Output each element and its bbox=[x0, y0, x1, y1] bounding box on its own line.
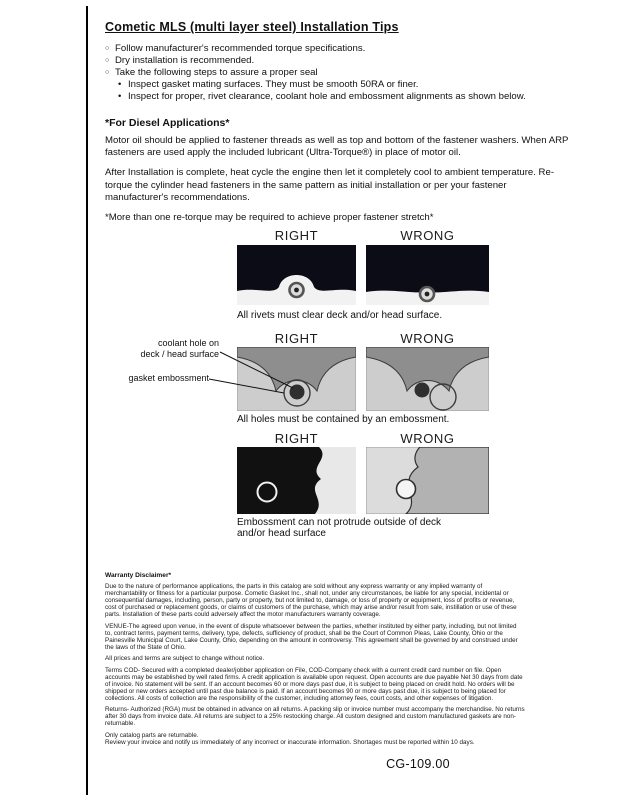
diesel-paragraph-1: Motor oil should be applied to fastener threads as well as top and bottom of the fastener washers. When ARP fasteners are used apply the included lubricant (Ultra-Torque®) in place of motor oil. bbox=[105, 135, 569, 159]
coolant-hole-label-line2: deck / head surface bbox=[140, 348, 219, 359]
embossment-right-diagram bbox=[237, 447, 356, 514]
warranty-paragraph: Review your invoice and notify us immediately of any incorrect or inaccurate information. Shortages must be reported within 10 days. bbox=[105, 739, 475, 747]
tip-text: Follow manufacturer's recommended torque specifications. bbox=[115, 43, 366, 54]
embossment-wrong-diagram bbox=[366, 447, 489, 514]
wrong-label-holes: WRONG bbox=[400, 331, 455, 347]
diesel-applications-heading: *For Diesel Applications* bbox=[105, 117, 230, 129]
right-label-embossment: RIGHT bbox=[274, 431, 319, 447]
circle-bullet-icon: ○ bbox=[105, 45, 110, 52]
circle-bullet-icon: ○ bbox=[105, 69, 110, 76]
list-item bbox=[118, 91, 605, 103]
coolant-hole-label bbox=[121, 338, 219, 359]
tip-text: Inspect for proper, rivet clearance, coolant hole and embossment alignments as shown below. bbox=[128, 91, 526, 102]
coolant-hole bbox=[415, 383, 430, 398]
warranty-paragraph: Terms COD- Secured with a completed dealer/jobber application on File, COD-Company check with a current credit card number on file. Open accounts may be established by well rated firms. A credit application is available upon request. Open accounts are due payable Net 30 days from date of invoice. No statement will be sent. If an account becomes 60 or more days past due, it is subject to being placed on credit hold. No orders will be shipped or new orders accepted until past due balance is paid. If an account becomes 90 or more days past due, it is subject to being placed for collections. All costs of collection are the responsibility of the customer, including attorney fees, court costs, and other expenses of litigation. bbox=[105, 666, 523, 702]
embossment-caption-line2: and/or head surface bbox=[237, 528, 326, 540]
embossment-ring bbox=[397, 480, 416, 499]
rivet-wrong-diagram bbox=[366, 245, 489, 305]
page-left-border-rule bbox=[86, 6, 88, 795]
list-item bbox=[105, 55, 605, 67]
warranty-disclaimer-section bbox=[105, 572, 525, 746]
holes-caption: All holes must be contained by an embossment. bbox=[237, 414, 450, 426]
embossment-caption bbox=[237, 517, 441, 539]
list-item bbox=[105, 43, 605, 55]
coolant-hole-label-line1: coolant hole on bbox=[157, 338, 219, 349]
page-content bbox=[105, 20, 605, 751]
tip-text: Dry installation is recommended. bbox=[115, 55, 255, 66]
rivet-center bbox=[294, 288, 299, 293]
warranty-paragraph: VENUE-The agreed upon venue, in the event of dispute whatsoever between the parties, whether instituted by either party, including, but not limited to, contract terms, payment terms, delivery, type, defects, sufficiency of product, shall be the Court of Common Pleas, Lake County, Ohio or the Painesville Municipal Court, Lake County, Ohio, depending on the amount in controversy. This agreement shall be governed by and construed under the laws of the State of Ohio. bbox=[105, 622, 518, 651]
right-label-rivets: RIGHT bbox=[274, 228, 319, 244]
diagram-section bbox=[105, 228, 605, 546]
warranty-paragraph: Due to the nature of performance applications, the parts in this catalog are sold without any express warranty or any implied warranty of merchantability or fitness for a particular purpose. Cometic Gasket Inc., shall not, under any circumstances, be liable for any special, incidental or consequential damages, including, person, party or property, but not limited to, damage, or loss of property or equipment, loss of profits or revenue, cost of purchased or replacement goods, or claims of customers of the purchase, which may arise and/or result from sale, instillation or use of these parts. Installation of these parts could adversely affect the motor manufacturers warranty coverage. bbox=[105, 583, 517, 619]
diesel-paragraph-2: After Installation is complete, heat cycle the engine then let it completely cool to ambient temperature. Re-torque the cylinder head fasteners in the same pattern as initial installation or per your fastener manufacturer's recommendations. bbox=[105, 167, 555, 203]
list-item bbox=[118, 79, 605, 91]
wrong-label-embossment: WRONG bbox=[400, 431, 455, 447]
rivet-right-diagram bbox=[237, 245, 356, 305]
dot-bullet-icon: • bbox=[118, 79, 122, 90]
gasket-embossment-label: gasket embossment bbox=[128, 373, 209, 384]
wrong-label-rivets: WRONG bbox=[400, 228, 455, 244]
embossment-caption-line1: Embossment can not protrude outside of deck bbox=[237, 517, 442, 529]
tip-text: Inspect gasket mating surfaces. They must be smooth 50RA or finer. bbox=[128, 79, 419, 90]
doc-number: CG-109.00 bbox=[386, 757, 450, 771]
tips-list bbox=[105, 43, 605, 103]
warranty-paragraph: Only catalog parts are returnable. bbox=[105, 731, 199, 739]
warranty-paragraph: Returns- Authorized (RGA) must be obtained in advance on all returns. A packing slip or invoice number must accompany the merchandise. No returns after 30 days from invoice date. All returns are subject to a 25% restocking charge. All custom designed and custom manufactured gaskets are non-returnable. bbox=[105, 706, 525, 728]
dot-bullet-icon: • bbox=[118, 91, 122, 102]
warranty-paragraph: All prices and terms are subject to change without notice. bbox=[105, 655, 265, 663]
tip-text: Take the following steps to assure a proper seal bbox=[115, 67, 318, 78]
list-item bbox=[105, 67, 605, 79]
holes-right-diagram bbox=[237, 347, 356, 411]
rivet-caption: All rivets must clear deck and/or head surface. bbox=[237, 310, 443, 322]
rivet-center bbox=[425, 292, 430, 297]
page-title: Cometic MLS (multi layer steel) Installation Tips bbox=[105, 20, 399, 34]
holes-wrong-diagram bbox=[366, 347, 489, 411]
right-label-holes: RIGHT bbox=[274, 331, 319, 347]
warranty-heading: Warranty Disclaimer* bbox=[105, 572, 172, 580]
retorque-note: *More than one re-torque may be required to achieve proper fastener stretch* bbox=[105, 212, 434, 224]
circle-bullet-icon: ○ bbox=[105, 57, 110, 64]
deck-surface bbox=[406, 447, 489, 514]
coolant-hole bbox=[290, 385, 305, 400]
